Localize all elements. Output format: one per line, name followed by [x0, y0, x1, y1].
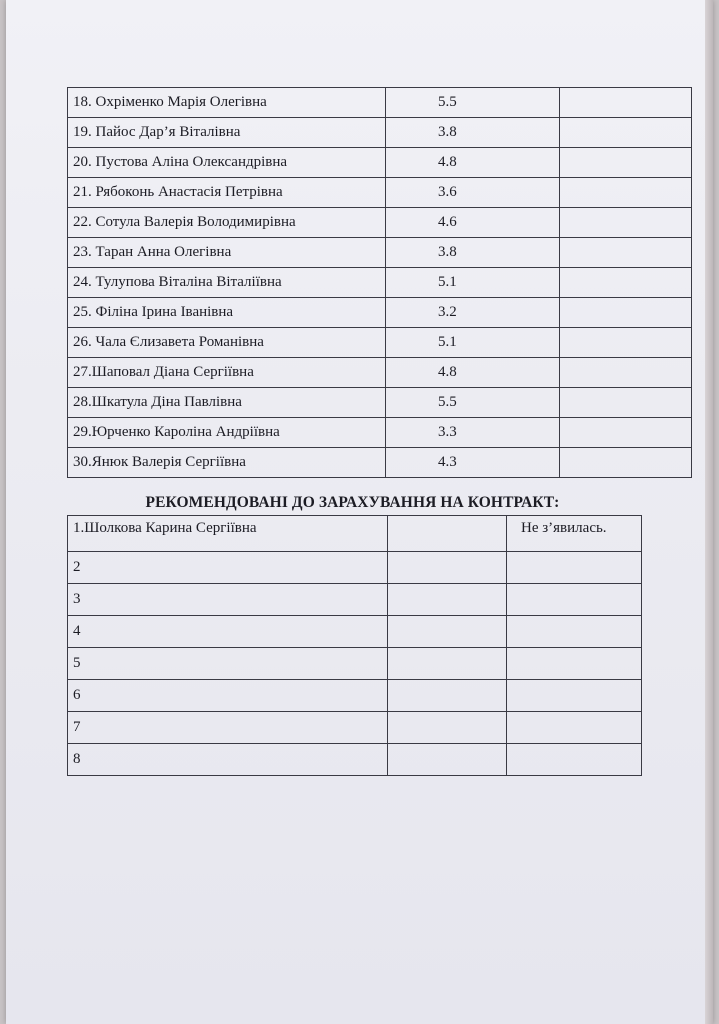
note-cell [560, 448, 692, 478]
contract-table [67, 515, 642, 776]
name-cell: 7 [68, 712, 388, 744]
table-row [68, 616, 642, 648]
table-row [68, 178, 692, 208]
score-cell: 3.6 [386, 178, 560, 208]
note-cell [560, 268, 692, 298]
score-cell: 3.3 [386, 418, 560, 448]
page-edge-shadow [705, 0, 713, 1024]
name-cell: 29.Юрченко Кароліна Андріївна [68, 418, 386, 448]
note-cell [507, 648, 642, 680]
name-cell: 28.Шкатула Діна Павлівна [68, 388, 386, 418]
note-cell [560, 148, 692, 178]
name-cell: 3 [68, 584, 388, 616]
table-row [68, 208, 692, 238]
name-cell: 2 [68, 552, 388, 584]
score-cell [388, 680, 507, 712]
note-cell [560, 388, 692, 418]
note-cell: Не з’явилась. [507, 516, 642, 552]
score-cell: 4.6 [386, 208, 560, 238]
table-row [68, 298, 692, 328]
name-cell: 25. Філіна Ірина Іванівна [68, 298, 386, 328]
score-cell [388, 744, 507, 776]
table-row [68, 238, 692, 268]
name-cell: 19. Пайос Дар’я Віталівна [68, 118, 386, 148]
score-cell [388, 616, 507, 648]
note-cell [507, 616, 642, 648]
table-row [68, 328, 692, 358]
table-row [68, 118, 692, 148]
name-cell: 21. Рябоконь Анастасія Петрівна [68, 178, 386, 208]
name-cell: 5 [68, 648, 388, 680]
score-cell [388, 584, 507, 616]
score-cell [388, 552, 507, 584]
score-cell: 5.5 [386, 88, 560, 118]
name-cell: 30.Янюк Валерія Сергіївна [68, 448, 386, 478]
name-cell: 26. Чала Єлизавета Романівна [68, 328, 386, 358]
name-cell: 6 [68, 680, 388, 712]
score-cell: 3.2 [386, 298, 560, 328]
note-cell [560, 358, 692, 388]
name-cell: 27.Шаповал Діана Сергіївна [68, 358, 386, 388]
note-cell [507, 584, 642, 616]
note-cell [507, 552, 642, 584]
note-cell [560, 418, 692, 448]
note-cell [560, 118, 692, 148]
table-row [68, 552, 642, 584]
note-cell [560, 208, 692, 238]
note-cell [560, 238, 692, 268]
score-cell: 5.1 [386, 268, 560, 298]
name-cell: 20. Пустова Аліна Олександрівна [68, 148, 386, 178]
score-cell: 4.8 [386, 358, 560, 388]
name-cell: 4 [68, 616, 388, 648]
table-row [68, 358, 692, 388]
table-row [68, 712, 642, 744]
score-cell: 5.1 [386, 328, 560, 358]
score-cell: 3.8 [386, 118, 560, 148]
score-cell [388, 648, 507, 680]
table-row [68, 88, 692, 118]
note-cell [560, 178, 692, 208]
score-cell: 5.5 [386, 388, 560, 418]
table-row [68, 148, 692, 178]
note-cell [507, 680, 642, 712]
table-row [68, 516, 642, 552]
name-cell: 23. Таран Анна Олегівна [68, 238, 386, 268]
name-cell: 8 [68, 744, 388, 776]
name-cell: 18. Охріменко Марія Олегівна [68, 88, 386, 118]
note-cell [507, 744, 642, 776]
applicants-table [67, 87, 692, 478]
score-cell [388, 516, 507, 552]
note-cell [560, 328, 692, 358]
table-row [68, 648, 642, 680]
name-cell: 24. Тулупова Віталіна Віталіївна [68, 268, 386, 298]
note-cell [560, 298, 692, 328]
name-cell: 22. Сотула Валерія Володимирівна [68, 208, 386, 238]
table-row [68, 584, 642, 616]
table-row [68, 680, 642, 712]
score-cell: 4.8 [386, 148, 560, 178]
score-cell: 3.8 [386, 238, 560, 268]
name-cell: 1.Шолкова Карина Сергіївна [68, 516, 388, 552]
table-row [68, 448, 692, 478]
note-cell [507, 712, 642, 744]
score-cell [388, 712, 507, 744]
table-row [68, 744, 642, 776]
score-cell: 4.3 [386, 448, 560, 478]
contract-section-title: РЕКОМЕНДОВАНІ ДО ЗАРАХУВАННЯ НА КОНТРАКТ: [145, 494, 560, 511]
table-row [68, 418, 692, 448]
table-row [68, 268, 692, 298]
table-row [68, 388, 692, 418]
note-cell [560, 88, 692, 118]
